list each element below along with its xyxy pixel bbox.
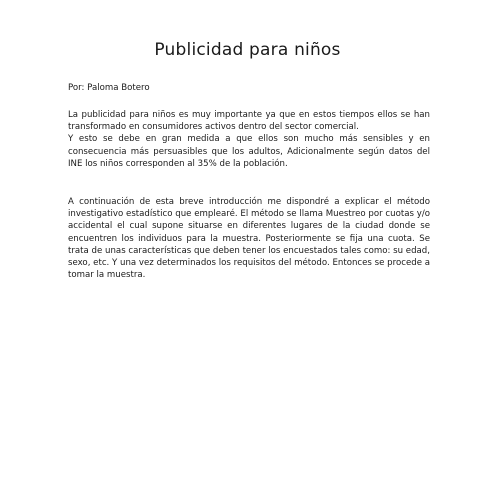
paragraph-intro: La publicidad para niños es muy importante ya que en estos tiempos ellos se han transformado en consumidores activos dentro del sector comercial. Y esto se debe en gran medida a que ellos son mucho más sensibles y en consecuencia más persuasibles que los adultos, Adicionalmente según datos del INE los niños corresponden al 35% de la población. bbox=[68, 110, 430, 169]
document-title: Publicidad para niños bbox=[154, 40, 341, 60]
author-line: Por: Paloma Botero bbox=[68, 83, 150, 93]
paragraph-method: A continuación de esta breve introducción me dispondré a explicar el método investigativo estadístico que emplearé. El método se llama Muestreo por cuotas y/o accidental el cual supone situarse en diferentes lugares de la ciudad donde se encuentren los individuos para la muestra. Posteriormente se fija una cuota. Se trata de unas características que deben tener los encuestados tales como: su edad, sexo, etc. Y una vez determinados los requisitos del método. Entonces se procede a tomar la muestra. bbox=[68, 197, 430, 281]
